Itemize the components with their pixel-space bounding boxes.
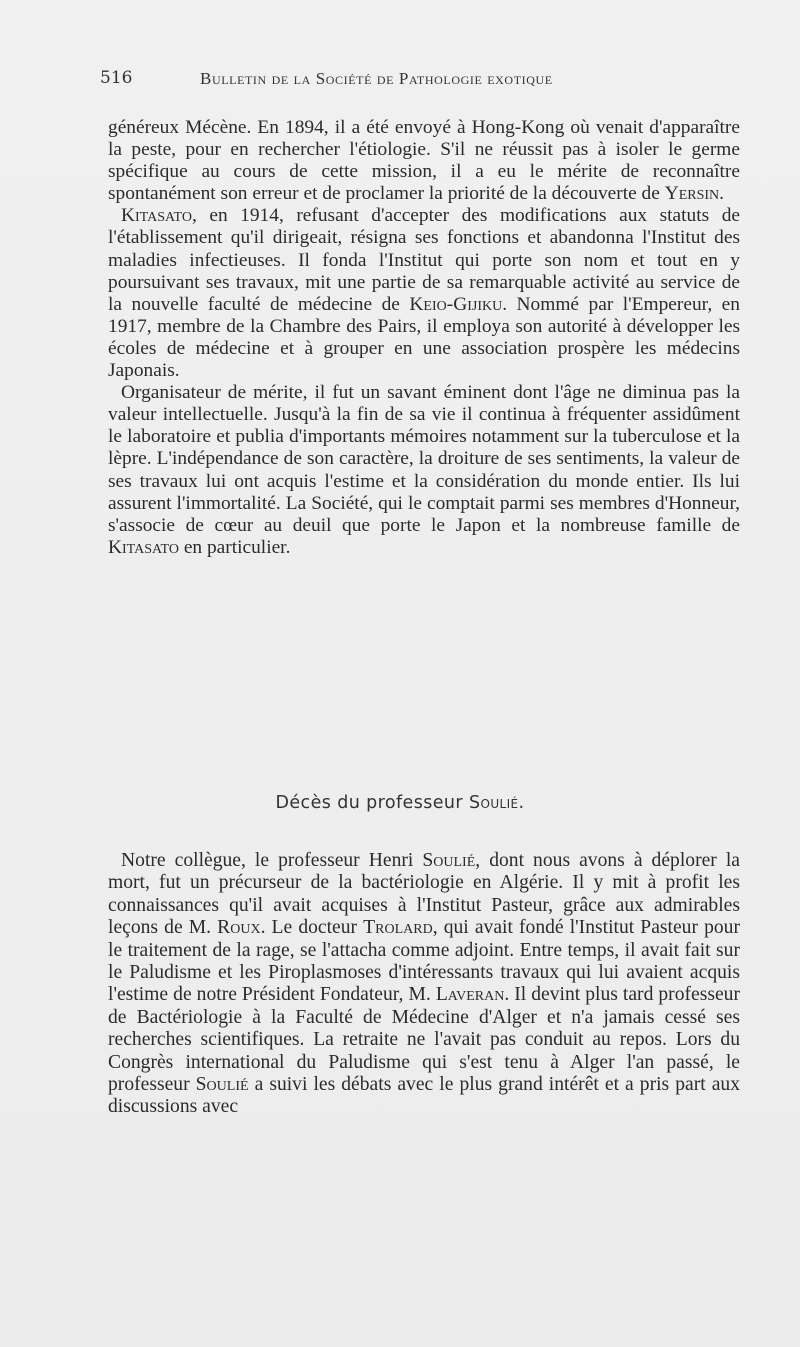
paragraph-text: , qui avait fondé l'Institut Pasteur pour le traitement de la rage, se l'attacha comme adjoint. Entre temps, il avait fait sur le Paludisme et les Piroplasmoses d'intéressants travaux qui lui avaient acquis l'estime de notre Président Fondateur, M. (108, 917, 740, 1006)
paragraph-text: en particulier. (178, 536, 291, 558)
paragraph-text: généreux Mécène. En 1894, il a été envoyé à Hong-Kong où venait d'apparaître la peste, pour en rechercher l'étiologie. S'il ne réussit pas à isoler le germe spécifique au cours de cette mission, il a eu le mérite de reconnaître spontanément son erreur et de proclamer la priorité de la découverte de (108, 117, 740, 205)
page-number: 516 (100, 68, 133, 88)
school-name: Keio-Gijiku (409, 293, 503, 315)
paragraph-text: . Nommé par l'Empereur, en 1917, membre de la Chambre des Pairs, il employa son autorité à développer les écoles de médecine et à grouper en une association prospère les médecins Japonais. (108, 293, 740, 382)
person-name: Trolard (363, 917, 433, 939)
person-name: Kitasato (121, 205, 192, 227)
soulie-obituary-text (108, 850, 740, 1119)
paragraph-text: . Il devint plus tard professeur de Bactériologie à la Faculté de Médecine d'Alger et n'a jamais cessé ses recherches scientifiques. La retraite ne l'avait pas conduit au repos. Lors du Congrès international du Paludisme qui s'est tenu à Alger l'an passé, le professeur (108, 984, 740, 1096)
paragraph-text: , dont nous avons à déplorer la mort, fut un précurseur de la bactériologie en Algérie. Il y mit à profit les connaissances qu'il avait acquises à l'Institut Pasteur, grâce aux admirables leçons de M. (108, 850, 740, 939)
person-name: Kitasato (108, 536, 179, 558)
paragraph-text: . (719, 183, 725, 205)
person-name: Soulié (468, 793, 519, 813)
person-name: Roux (217, 917, 261, 939)
page-header (100, 68, 740, 96)
person-name: Soulié (195, 1074, 249, 1096)
paragraph-text: Organisateur de mérite, il fut un savant éminent dont l'âge ne diminua pas la valeur intellectuelle. Jusqu'à la fin de sa vie il continua à fréquenter assidûment le laboratoire et publia d'importants mémoires notamment sur la tuberculose et la lèpre. L'indépendance de son caractère, la droiture de ses sentiments, la valeur de ses travaux lui ont acquis l'estime et la considération du monde entier. Ils lui assurent l'immortalité. La Société, qui le comptait parmi ses membres d'Honneur, s'associe de cœur au deuil que porte le Japon et la nombreuse famille de (108, 382, 740, 536)
person-name: Soulié (422, 850, 476, 871)
paragraph-text: , en 1914, refusant d'accepter des modifications aux statuts de l'établissement qu'il dirigeait, résigna ses fonctions et abandonna l'Institut des maladies infectieuses. Il fonda l'Institut qui porte son nom et tout en y poursuivant ses travaux, mit une partie de sa remarquable activité au service de la nouvelle faculté de médecine de (108, 205, 740, 315)
paragraph (108, 117, 740, 205)
section-heading (0, 793, 800, 813)
heading-text: . (518, 793, 525, 813)
paragraph-text: . Le docteur (260, 917, 364, 939)
paragraph (108, 850, 740, 1119)
kitasato-obituary-text (108, 117, 740, 559)
person-name: Yersin (664, 183, 720, 205)
paragraph-text: a suivi les débats avec le plus grand intérêt et a pris part aux discussions avec (108, 1074, 741, 1118)
person-name: Laveran (435, 984, 505, 1006)
paragraph (108, 205, 740, 382)
paragraph (108, 382, 740, 559)
running-title: Bulletin de la Société de Pathologie exotique (200, 69, 553, 88)
paragraph-text: Notre collègue, le professeur Henri (121, 850, 423, 871)
heading-text: Décès du professeur (275, 793, 469, 813)
